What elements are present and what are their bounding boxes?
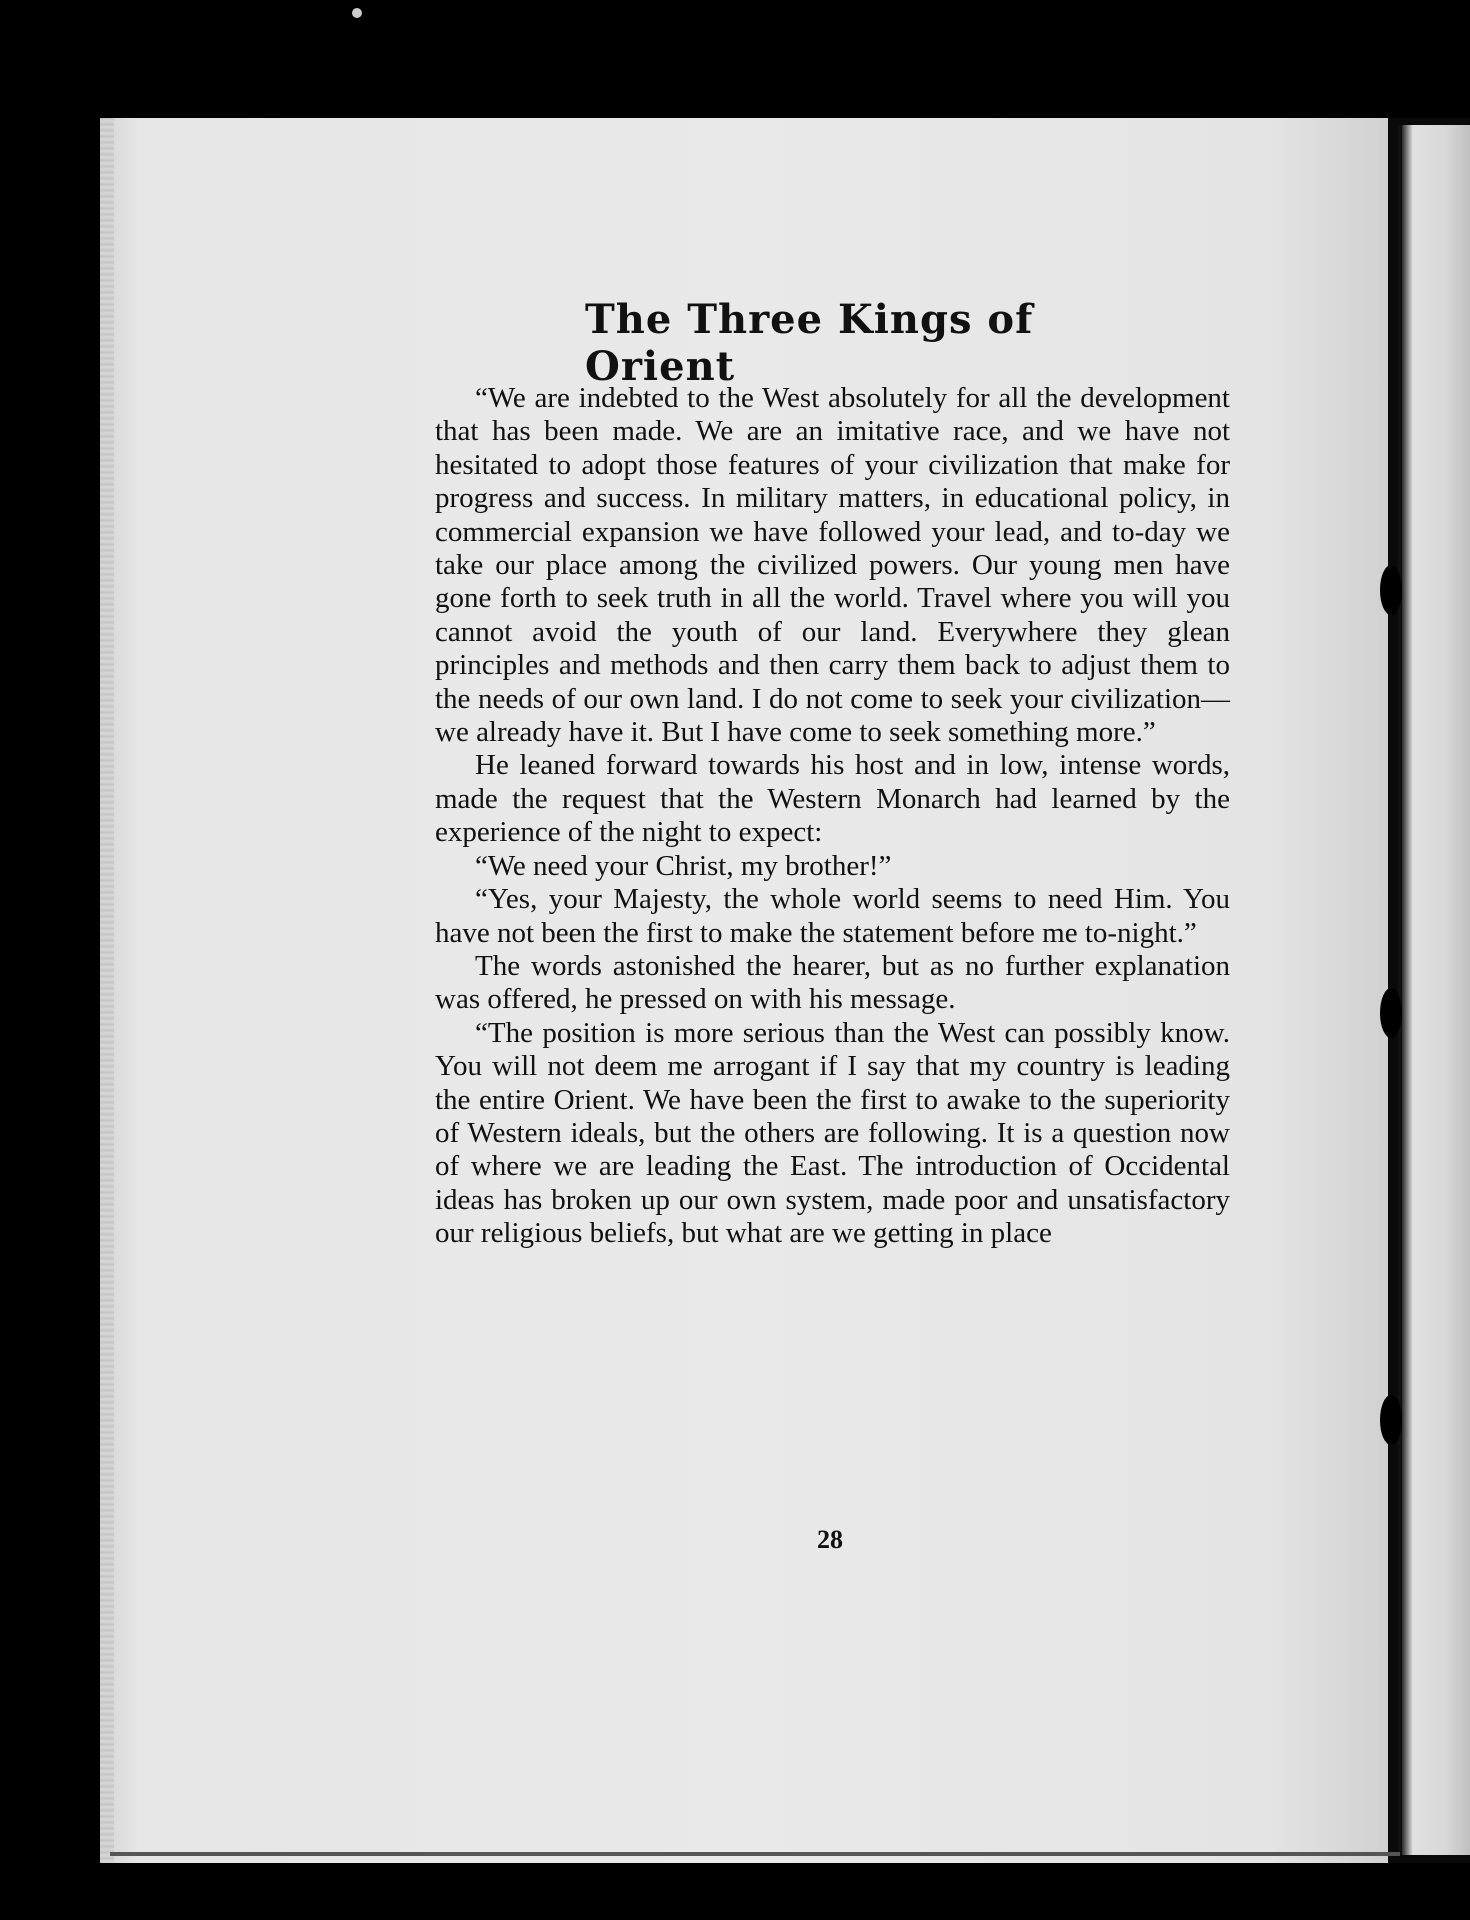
paragraph: “The position is more serious than the West can possibly know. You will not deem me arrogant if I say that my country is leading the entire Orient. We have been the first to awake to the superiority of Western ideals, but the others are following. It is a question now of where we are leading the East. The introduction of Occidental ideas has broken up our own system, made poor and unsatisfactory our religious beliefs, but what are we getting in place [435, 1016, 1230, 1250]
body-text [435, 382, 1230, 1251]
page-bottom-edge [110, 1852, 1400, 1856]
paragraph: “We are indebted to the West absolutely for all the development that has been made. We are an imitative race, and we have not hesitated to adopt those features of your civilization that make for progress and success. In military matters, in educational policy, in commercial expansion we have followed your lead, and to-day we take our place among the civilized powers. Our young men have gone forth to seek truth in all the world. Travel where you will you cannot avoid the youth of our land. Everywhere they glean principles and methods and then carry them back to adjust them to the needs of our own land. I do not come to seek your civilization—we already have it. But I have come to seek something more.” [435, 382, 1230, 749]
page-edge-shadow [100, 118, 114, 1863]
paragraph: He leaned forward towards his host and in low, intense words, made the request that the Western Monarch had learned by the experience of the night to expect: [435, 749, 1230, 849]
binding-hole [1380, 1395, 1402, 1445]
paragraph: “We need your Christ, my brother!” [475, 849, 892, 882]
binding-hole [1380, 988, 1402, 1038]
paragraph: The words astonished the hearer, but as no further explanation was offered, he pressed on with his message. [435, 949, 1230, 1016]
binding-hole [1380, 565, 1402, 615]
facing-page-edge [1398, 125, 1470, 1855]
running-head: The Three Kings of Orient [585, 296, 1034, 390]
page-number: 28 [817, 1525, 843, 1554]
paragraph: “Yes, your Majesty, the whole world seems to need Him. You have not been the first to make the statement before me to-night.” [435, 883, 1230, 949]
scan-fleck [352, 8, 362, 18]
